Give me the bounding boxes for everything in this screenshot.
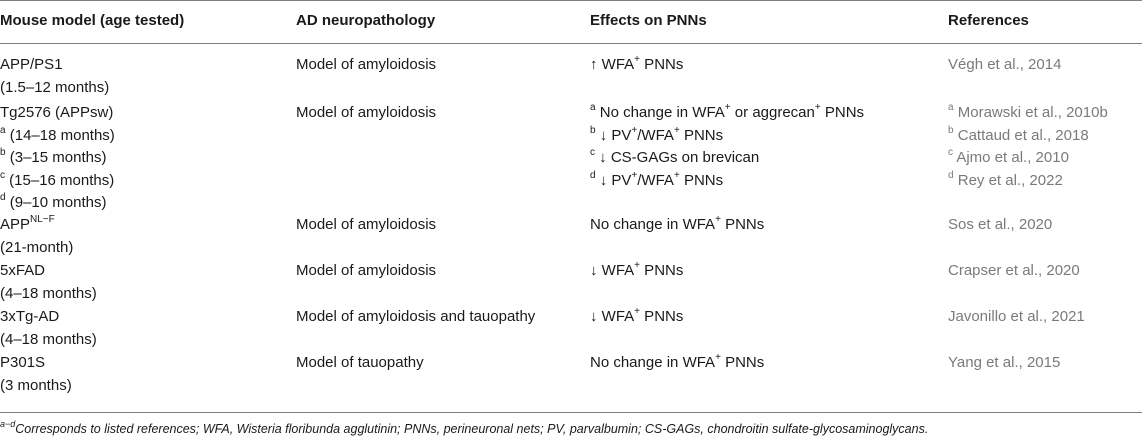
- cell-references: [948, 102, 1108, 192]
- cell-text: ↓ PV: [595, 171, 632, 189]
- cell-text: PNNs: [720, 354, 765, 371]
- cell-text: Ajmo et al., 2010: [953, 149, 1069, 167]
- cell-line: [590, 147, 864, 170]
- cell-text: PNNs: [679, 126, 724, 144]
- footnote-marker: a: [0, 124, 6, 136]
- footnote-marker: b: [948, 124, 954, 136]
- cell-line: [948, 306, 1085, 329]
- cell-line: [590, 102, 864, 125]
- table-bottom-rule: [0, 412, 1142, 413]
- cell-text: 3xTg-AD: [0, 308, 60, 325]
- cell-model: [0, 214, 73, 259]
- cell-line: [948, 54, 1061, 77]
- cell-text: (15–16 months): [5, 171, 115, 189]
- cell-text: PNNs: [679, 171, 724, 189]
- cell-references: [948, 352, 1060, 375]
- cell-line: [590, 306, 683, 329]
- cell-text: /WFA: [637, 171, 674, 189]
- cell-line: [948, 260, 1080, 283]
- footnote-marker: d: [0, 192, 6, 204]
- cell-text: 5xFAD: [0, 262, 46, 279]
- superscript: +: [715, 214, 721, 225]
- footnote-marker: b: [0, 147, 6, 159]
- cell-text: APP/PS1: [0, 56, 63, 73]
- cell-text: (4–18 months): [0, 284, 97, 302]
- cell-effects: [590, 306, 683, 329]
- cell-text: ↓ CS-GAGs on brevican: [595, 149, 760, 167]
- footnote-marker: a: [948, 102, 954, 113]
- cell-effects: [590, 214, 764, 237]
- cell-text: Crapser et al., 2020: [948, 262, 1080, 279]
- footnote-marker: d: [590, 169, 596, 181]
- cell-line: [0, 375, 72, 398]
- cell-text: Model of amyloidosis and tauopathy: [296, 308, 536, 325]
- cell-line: [0, 214, 73, 237]
- cell-line: [948, 102, 1108, 125]
- superscript: +: [673, 124, 680, 136]
- cell-line: [590, 260, 683, 283]
- header-effects-on-pnns: Effects on PNNs: [590, 12, 707, 29]
- cell-text: Model of amyloidosis: [296, 216, 437, 233]
- cell-text: (14–18 months): [5, 126, 115, 144]
- cell-text: Model of amyloidosis: [296, 56, 437, 73]
- cell-text: No change in WFA: [595, 104, 725, 121]
- cell-text: (1.5–12 months): [0, 78, 110, 96]
- cell-text: Sos et al., 2020: [948, 216, 1053, 233]
- cell-text: PNNs: [640, 308, 684, 325]
- cell-text: (3 months): [0, 376, 72, 394]
- cell-text: (21-month): [0, 238, 74, 256]
- cell-text: No change in WFA: [590, 354, 716, 371]
- cell-line: [0, 170, 115, 193]
- cell-line: [0, 77, 109, 100]
- footnote-marker: c: [0, 169, 5, 181]
- cell-text: (3–15 months): [5, 149, 107, 167]
- superscript: +: [814, 102, 821, 113]
- cell-text: or aggrecan: [730, 104, 815, 121]
- cell-text: APP: [0, 216, 31, 233]
- cell-text: (4–18 months): [0, 330, 97, 348]
- cell-effects: [590, 260, 683, 283]
- cell-line: [948, 170, 1108, 193]
- footnote-marker: c: [948, 147, 953, 159]
- cell-text: ↓ PV: [595, 126, 632, 144]
- cell-model: [0, 54, 109, 99]
- cell-pathology: [296, 306, 535, 329]
- cell-text: ↓ WFA: [590, 308, 635, 325]
- cell-line: [0, 54, 109, 77]
- cell-text: PNNs: [640, 56, 684, 73]
- superscript: NL−F: [30, 214, 55, 225]
- cell-line: [948, 147, 1108, 170]
- cell-line: [0, 260, 97, 283]
- cell-pathology: [296, 260, 436, 283]
- cell-text: Javonillo et al., 2021: [948, 308, 1085, 325]
- superscript: +: [631, 124, 638, 136]
- cell-line: [0, 352, 72, 375]
- superscript: +: [634, 306, 641, 317]
- footnote-marker: b: [590, 124, 596, 136]
- cell-pathology: [296, 102, 436, 125]
- cell-text: PNNs: [640, 262, 684, 279]
- footnote-text: Corresponds to listed references; WFA, Wisteria floribunda agglutinin; PNNs, perineuronal nets; PV, parvalbumin; CS-GAGs, chondroitin sulfate-glycosaminoglycans.: [15, 422, 929, 436]
- cell-line: [590, 125, 864, 148]
- table-footnote: [0, 418, 929, 436]
- cell-pathology: [296, 54, 436, 77]
- cell-line: [590, 170, 864, 193]
- header-mouse-model: Mouse model (age tested): [0, 12, 185, 29]
- cell-model: [0, 352, 72, 397]
- header-references: References: [948, 12, 1029, 29]
- superscript: +: [724, 102, 731, 113]
- cell-line: [590, 54, 683, 77]
- cell-text: Model of amyloidosis: [296, 104, 437, 121]
- cell-pathology: [296, 352, 424, 375]
- cell-line: [0, 329, 97, 352]
- cell-text: Rey et al., 2022: [953, 171, 1063, 189]
- cell-text: ↑ WFA: [590, 56, 635, 73]
- footnote-marker: a−d: [0, 418, 16, 429]
- cell-references: [948, 214, 1052, 237]
- cell-pathology: [296, 214, 436, 237]
- footnote-marker: a: [590, 102, 596, 113]
- superscript: +: [673, 169, 680, 181]
- cell-line: [0, 283, 97, 306]
- cell-text: Tg2576 (APPsw): [0, 104, 114, 121]
- cell-text: ↓ WFA: [590, 262, 635, 279]
- cell-line: [590, 214, 764, 237]
- superscript: +: [715, 352, 721, 363]
- cell-text: Model of amyloidosis: [296, 262, 437, 279]
- cell-line: [0, 102, 115, 125]
- cell-model: [0, 306, 97, 351]
- cell-effects: [590, 352, 764, 375]
- cell-line: [0, 306, 97, 329]
- header-rule: [0, 43, 1142, 44]
- cell-text: Cattaud et al., 2018: [953, 126, 1089, 144]
- cell-references: [948, 54, 1061, 77]
- cell-line: [948, 214, 1052, 237]
- cell-line: [0, 147, 115, 170]
- cell-effects: [590, 102, 864, 192]
- cell-text: P301S: [0, 354, 46, 371]
- cell-line: [948, 352, 1060, 375]
- cell-line: [0, 125, 115, 148]
- cell-effects: [590, 54, 683, 77]
- cell-text: Végh et al., 2014: [948, 56, 1062, 73]
- superscript: +: [634, 260, 641, 271]
- cell-text: PNNs: [720, 216, 765, 233]
- cell-text: Morawski et al., 2010b: [953, 104, 1108, 121]
- cell-model: [0, 260, 97, 305]
- footnote-marker: d: [948, 169, 954, 181]
- cell-text: PNNs: [820, 104, 865, 121]
- cell-text: No change in WFA: [590, 216, 716, 233]
- cell-text: /WFA: [637, 126, 674, 144]
- cell-text: Model of tauopathy: [296, 354, 424, 371]
- cell-line: [948, 125, 1108, 148]
- header-ad-neuropathology: AD neuropathology: [296, 12, 436, 29]
- table-top-rule: [0, 0, 1142, 1]
- cell-references: [948, 306, 1085, 329]
- cell-line: [0, 192, 115, 215]
- cell-text: (9–10 months): [5, 194, 107, 212]
- cell-line: [590, 352, 764, 375]
- cell-line: [0, 237, 73, 260]
- superscript: +: [634, 54, 641, 65]
- cell-model: [0, 102, 115, 215]
- superscript: +: [631, 169, 638, 181]
- cell-references: [948, 260, 1080, 283]
- cell-text: Yang et al., 2015: [948, 354, 1061, 371]
- footnote-marker: c: [590, 147, 595, 159]
